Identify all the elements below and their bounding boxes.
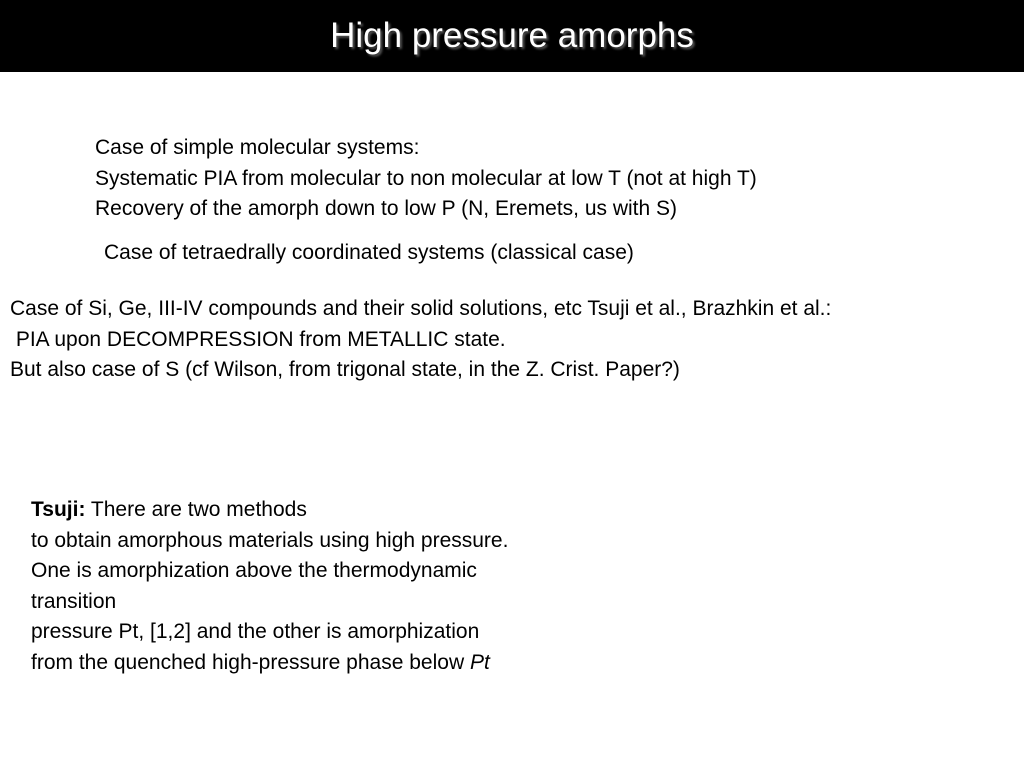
tsuji-line-2: to obtain amorphous materials using high pressure. [31,528,509,552]
molecular-systems-block [95,133,757,225]
si-line-1: Case of Si, Ge, III-IV compounds and their solid solutions, etc Tsuji et al., Brazhkin et al.: [10,297,832,320]
tsuji-line-5: pressure Pt, [1,2] and the other is amorphization [31,620,480,643]
tetrahedral-line: Case of tetraedrally coordinated systems (classical case) [104,241,634,264]
tetrahedral-systems-block [104,238,634,269]
molecular-line-2: Systematic PIA from molecular to non molecular at low T (not at high T) [95,166,757,190]
tsuji-line-4: transition [31,589,117,613]
tsuji-line-6 [31,648,508,679]
molecular-line-3: Recovery of the amorph down to low P (N, Eremets, us with S) [95,197,678,220]
si-line-2: PIA upon DECOMPRESSION from METALLIC state. [10,327,506,351]
title-bar [0,0,1024,72]
si-line-3: But also case of S (cf Wilson, from trigonal state, in the Z. Crist. Paper?) [10,358,680,381]
tsuji-line-6-text: from the quenched high-pressure phase below [31,650,470,674]
tsuji-label: Tsuji: [31,498,86,521]
tsuji-quote-block [31,495,508,678]
molecular-line-1: Case of simple molecular systems: [95,136,420,159]
tsuji-line-1 [31,495,508,526]
pt-symbol: Pt [469,650,490,674]
tsuji-line-3: One is amorphization above the thermodynamic [31,559,477,582]
slide-title: High pressure amorphs [330,16,694,55]
si-ge-compounds-block [10,294,831,386]
tsuji-line-1-text: There are two methods [85,498,307,521]
